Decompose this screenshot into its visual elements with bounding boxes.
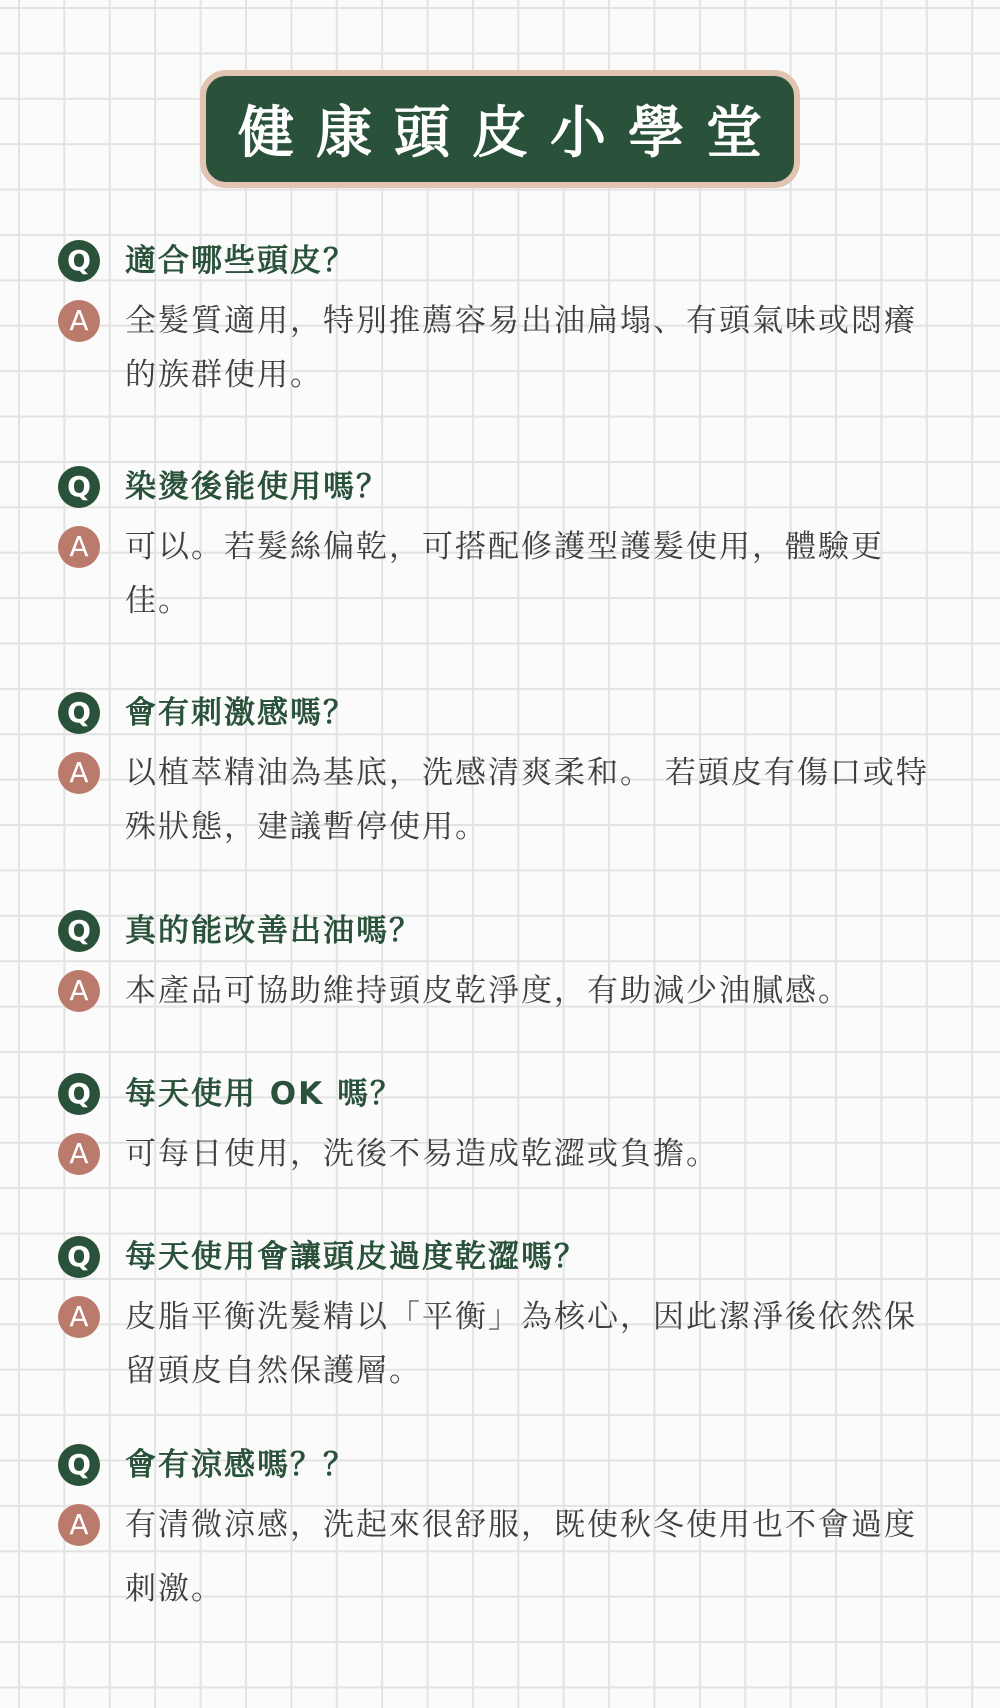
faq-item [58,1073,958,1181]
answer-text: 可以。若髮絲偏乾，可搭配修護型護髮使用，體驗更佳。 [125,529,884,619]
question-text: 染燙後能使用嗎？ [125,469,389,505]
question-text: 每天使用會讓頭皮過度乾澀嗎？ [125,1239,587,1275]
question-text: 每天使用 OK 嗎？ [125,1076,403,1112]
faq-item [58,1444,958,1621]
q-badge: Q [58,1236,100,1278]
answer-text: 有清微涼感，洗起來很舒服，既使秋冬使用也不會過度刺激。 [125,1507,917,1607]
q-badge: Q [58,910,100,952]
question-text: 真的能改善出油嗎？ [125,913,422,949]
faq-item [58,240,958,402]
q-badge: Q [58,240,100,282]
question-row [58,910,958,952]
a-badge: A [58,1296,100,1338]
answer-row [58,970,958,1018]
answer-row [58,526,958,628]
answer-row [58,300,958,402]
a-badge: A [58,752,100,794]
q-badge: Q [58,692,100,734]
faq-item [58,692,958,854]
answer-row [58,752,958,854]
q-badge: Q [58,1444,100,1486]
question-text: 會有刺激感嗎？ [125,695,356,731]
q-badge: Q [58,466,100,508]
question-row [58,466,958,508]
a-badge: A [58,300,100,342]
question-row [58,692,958,734]
answer-row [58,1296,958,1398]
answer-row [58,1133,958,1181]
answer-text: 全髮質適用，特別推薦容易出油扁塌、有頭氣味或悶癢的族群使用。 [125,303,917,393]
a-badge: A [58,970,100,1012]
page-title: 健康頭皮小學堂 [238,100,784,166]
question-row [58,1236,958,1278]
question-text: 適合哪些頭皮？ [125,243,356,279]
faq-item [58,466,958,628]
a-badge: A [58,1504,100,1546]
question-row [58,240,958,282]
question-row [58,1444,958,1486]
q-badge: Q [58,1073,100,1115]
a-badge: A [58,1133,100,1175]
faq-item [58,1236,958,1398]
answer-text: 可每日使用，洗後不易造成乾澀或負擔。 [125,1136,719,1172]
faq-item [58,910,958,1018]
answer-row [58,1504,958,1621]
answer-text: 皮脂平衡洗髮精以「平衡」為核心，因此潔淨後依然保留頭皮自然保護層。 [125,1299,917,1389]
title-banner [200,70,800,188]
answer-text: 本產品可協助維持頭皮乾淨度，有助減少油膩感。 [125,973,851,1009]
answer-text: 以植萃精油為基底，洗感清爽柔和。 若頭皮有傷口或特殊狀態，建議暫停使用。 [125,755,929,845]
question-row [58,1073,958,1115]
question-text: 會有涼感嗎？？ [125,1447,356,1483]
a-badge: A [58,526,100,568]
